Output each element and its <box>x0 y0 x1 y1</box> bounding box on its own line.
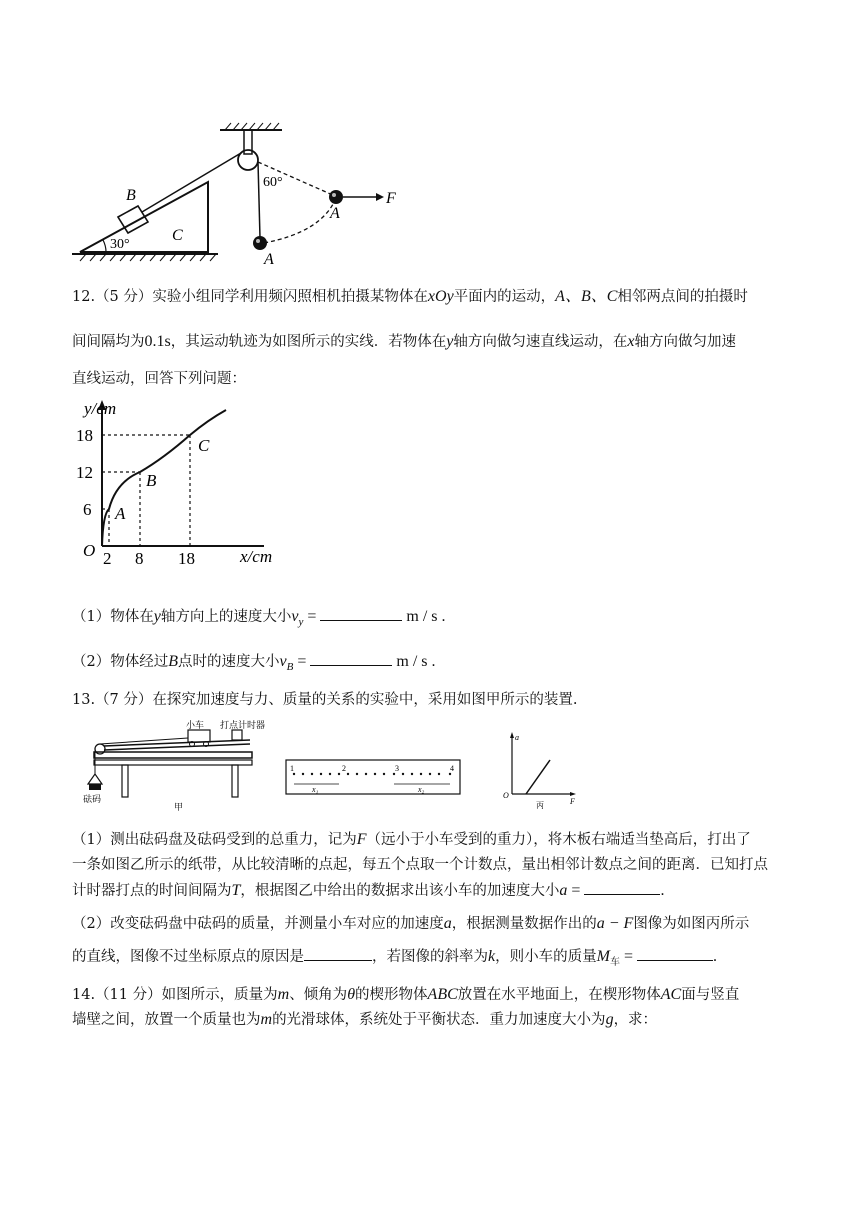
tape-point-3: 3 <box>395 764 399 773</box>
q12-sub-1: （1）物体在y轴方向上的速度大小$v_y = m / s$ . <box>72 608 446 628</box>
tape-figure-yi <box>284 758 464 798</box>
af-graph-bing <box>500 730 590 812</box>
y-tick-12: 12 <box>76 463 93 482</box>
bing-a-axis: a <box>515 733 519 742</box>
origin-label: O <box>83 541 96 560</box>
x-tick-2: 2 <box>103 549 112 568</box>
q13-sub1-line-2: 一条如图乙所示的纸带，从比较清晰的点起，每五个点取一个计数点，量出相邻计数点之间的距离．已知打点 <box>72 857 768 873</box>
q12-line-1: 12.（5 分）实验小组同学利用频闪照相机拍摄某物体在xOy平面内的运动，A、B、C相邻两点间的拍摄时 <box>72 288 748 305</box>
caption-bing: 丙 <box>536 801 544 810</box>
x-tick-18: 18 <box>178 549 195 568</box>
tape-point-2: 2 <box>342 764 346 773</box>
tape-x1: x₁ <box>312 785 319 794</box>
q13-sub1-line-1: （1）测出砝码盘及砝码受到的总重力，记为F（远小于小车受到的重力），将木板右端适当垫高后，打出了 <box>72 831 751 848</box>
y-tick-18: 18 <box>76 426 93 445</box>
weight-label: 砝码 <box>83 794 102 804</box>
x-tick-8: 8 <box>135 549 144 568</box>
q13-sub2-line-1: （2）改变砝码盘中砝码的质量，并测量小车对应的加速度a，根据测量数据作出的a − F图像为如图丙所示 <box>72 915 750 932</box>
point-b-label: B <box>146 471 157 490</box>
angle-rope-label: 60° <box>263 175 283 190</box>
q14-line-1: 14.（11 分）如图所示，质量为m、倾角为θ的楔形物体ABC放置在水平地面上，在楔形物体AC面与竖直 <box>72 986 740 1003</box>
y-axis-label: y/cm <box>84 399 117 418</box>
label-force: F <box>386 190 396 207</box>
bing-origin: O <box>503 791 509 800</box>
answer-blank-reason[interactable] <box>304 946 372 961</box>
answer-blank-mass[interactable] <box>637 946 713 961</box>
answer-blank-vb[interactable] <box>310 651 392 666</box>
label-b: B <box>126 187 136 204</box>
cart-label: 小车 <box>186 720 205 730</box>
q12-line-3: 直线运动，回答下列问题： <box>72 371 246 387</box>
q12-sub-2: （2）物体经过B点时的速度大小$v_B = m / s$ . <box>72 653 436 673</box>
q13-sub2-line-2: 的直线，图像不过坐标原点的原因是 ，若图像的斜率为k，则小车的质量$M_车$ = . <box>72 948 717 968</box>
trajectory-figure <box>74 396 294 574</box>
bing-f-axis: F <box>570 797 575 806</box>
q13-head: 13.（7 分）在探究加速度与力、质量的关系的实验中，采用如图甲所示的装置. <box>72 692 578 708</box>
answer-blank-accel[interactable] <box>584 880 660 895</box>
q14-line-2: 墙壁之间，放置一个质量也为m的光滑球体，系统处于平衡状态．重力加速度大小为g，求： <box>72 1011 658 1028</box>
q12-line-2: 间间隔均为0.1s，其运动轨迹为如图所示的实线．若物体在y轴方向做匀速直线运动，在x轴方向做匀加速 <box>72 333 736 350</box>
y-tick-6: 6 <box>83 500 92 519</box>
caption-jia: 甲 <box>174 802 184 812</box>
x-axis-label: x/cm <box>240 547 273 566</box>
pulley-incline-figure <box>60 120 420 272</box>
tape-x2: x₂ <box>418 785 425 794</box>
tape-point-1: 1 <box>290 764 294 773</box>
label-a-bottom: A <box>264 251 274 268</box>
label-a-right: A <box>330 205 340 222</box>
timer-label: 打点计时器 <box>220 720 266 730</box>
point-c-label: C <box>198 436 210 455</box>
q13-sub1-line-3: 计时器打点的时间间隔为T，根据图乙中给出的数据求出该小车的加速度大小a = . <box>72 882 665 899</box>
angle-incline-label: 30° <box>110 237 130 252</box>
label-c: C <box>172 227 183 244</box>
answer-blank-vy[interactable] <box>320 606 402 621</box>
point-a-label: A <box>115 504 126 523</box>
tape-point-4: 4 <box>450 764 454 773</box>
apparatus-figure-jia <box>80 718 266 814</box>
